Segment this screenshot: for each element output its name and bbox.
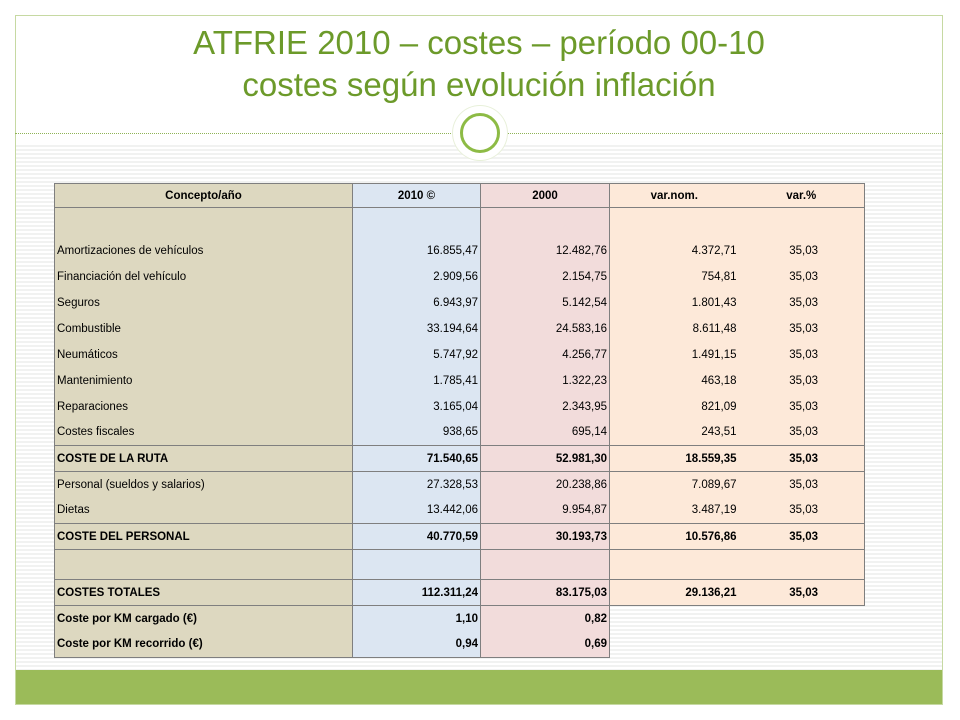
circle-ring-icon bbox=[460, 113, 500, 153]
row-2010: 112.311,24 bbox=[353, 580, 481, 606]
row-var-pct: 35,03 bbox=[789, 270, 818, 283]
empty-row bbox=[55, 550, 865, 580]
row-var-nom: 4.372,71 bbox=[610, 238, 739, 264]
row-var-nom: 10.576,86 bbox=[610, 524, 739, 550]
row-label: Seguros bbox=[55, 290, 353, 316]
row-2000: 12.482,76 bbox=[481, 238, 610, 264]
table-row bbox=[55, 472, 865, 498]
row-2010: 6.943,97 bbox=[353, 290, 481, 316]
empty-row bbox=[55, 208, 865, 238]
title-line-2: costes según evolución inflación bbox=[242, 66, 716, 103]
row-label: Coste por KM cargado (€) bbox=[55, 606, 353, 632]
row-label: COSTE DEL PERSONAL bbox=[55, 524, 353, 550]
row-var-pct: 35,03 bbox=[789, 374, 818, 387]
row-2000: 30.193,73 bbox=[481, 524, 610, 550]
row-var-pct: 35,03 bbox=[789, 296, 818, 309]
row-2000: 20.238,86 bbox=[481, 472, 610, 498]
table-row bbox=[55, 368, 865, 394]
row-var-nom: 243,51 bbox=[610, 420, 739, 446]
row-2010: 3.165,04 bbox=[353, 394, 481, 420]
row-label: Neumáticos bbox=[55, 342, 353, 368]
row-2010: 13.442,06 bbox=[353, 498, 481, 524]
row-label: COSTES TOTALES bbox=[55, 580, 353, 606]
row-2000: 5.142,54 bbox=[481, 290, 610, 316]
row-var-pct: 35,03 bbox=[789, 504, 818, 517]
table-row bbox=[55, 264, 865, 290]
table-row bbox=[55, 316, 865, 342]
row-2000: 2.154,75 bbox=[481, 264, 610, 290]
row-2010: 1,10 bbox=[353, 606, 481, 632]
row-var-pct: 35,03 bbox=[789, 426, 818, 439]
header-var-pct: var.% bbox=[739, 184, 865, 208]
costs-table bbox=[54, 183, 865, 658]
row-var-nom: 29.136,21 bbox=[610, 580, 739, 606]
table-row bbox=[55, 498, 865, 524]
subtotal-row bbox=[55, 446, 865, 472]
row-var-pct: 35,03 bbox=[789, 530, 818, 543]
table-row bbox=[55, 420, 865, 446]
row-2010: 5.747,92 bbox=[353, 342, 481, 368]
row-var-pct: 35,03 bbox=[789, 244, 818, 257]
header-2000: 2000 bbox=[481, 184, 610, 208]
row-var-nom: 1.801,43 bbox=[610, 290, 739, 316]
row-var-nom: 18.559,35 bbox=[610, 446, 739, 472]
row-2000: 52.981,30 bbox=[481, 446, 610, 472]
row-var-pct: 35,03 bbox=[789, 478, 818, 491]
row-2010: 27.328,53 bbox=[353, 472, 481, 498]
row-2010: 938,65 bbox=[353, 420, 481, 446]
row-label: Financiación del vehículo bbox=[55, 264, 353, 290]
row-2010: 33.194,64 bbox=[353, 316, 481, 342]
row-2000: 0,82 bbox=[481, 606, 610, 632]
row-2000: 2.343,95 bbox=[481, 394, 610, 420]
row-2000: 9.954,87 bbox=[481, 498, 610, 524]
row-var-pct: 35,03 bbox=[789, 586, 818, 599]
slide-title bbox=[15, 22, 943, 106]
row-label: Costes fiscales bbox=[55, 420, 353, 446]
row-var-nom: 3.487,19 bbox=[610, 498, 739, 524]
row-label: Dietas bbox=[55, 498, 353, 524]
row-label: Coste por KM recorrido (€) bbox=[55, 632, 353, 658]
header-2010: 2010 © bbox=[353, 184, 481, 208]
table-row bbox=[55, 238, 865, 264]
row-2010: 40.770,59 bbox=[353, 524, 481, 550]
circle-ornament bbox=[453, 106, 507, 160]
km-row bbox=[55, 632, 865, 658]
row-2000: 695,14 bbox=[481, 420, 610, 446]
row-var-pct: 35,03 bbox=[789, 400, 818, 413]
row-var-pct: 35,03 bbox=[789, 348, 818, 361]
table-header-row bbox=[55, 184, 865, 208]
row-label: Amortizaciones de vehículos bbox=[55, 238, 353, 264]
row-label: Personal (sueldos y salarios) bbox=[55, 472, 353, 498]
row-2000: 83.175,03 bbox=[481, 580, 610, 606]
row-2000: 1.322,23 bbox=[481, 368, 610, 394]
footer-bar bbox=[16, 670, 942, 704]
subtotal-row bbox=[55, 524, 865, 550]
row-label: Reparaciones bbox=[55, 394, 353, 420]
km-row bbox=[55, 606, 865, 632]
row-var-nom: 7.089,67 bbox=[610, 472, 739, 498]
row-var-nom: 1.491,15 bbox=[610, 342, 739, 368]
row-2000: 24.583,16 bbox=[481, 316, 610, 342]
row-2010: 1.785,41 bbox=[353, 368, 481, 394]
header-concepto: Concepto/año bbox=[55, 184, 353, 208]
total-row bbox=[55, 580, 865, 606]
row-var-pct: 35,03 bbox=[789, 452, 818, 465]
row-label: Mantenimiento bbox=[55, 368, 353, 394]
row-label: Combustible bbox=[55, 316, 353, 342]
row-var-nom: 821,09 bbox=[610, 394, 739, 420]
row-var-nom: 8.611,48 bbox=[610, 316, 739, 342]
header-var-nom: var.nom. bbox=[610, 184, 739, 208]
row-var-nom: 463,18 bbox=[610, 368, 739, 394]
title-line-1: ATFRIE 2010 – costes – período 00-10 bbox=[193, 24, 765, 61]
table-row bbox=[55, 394, 865, 420]
row-2000: 0,69 bbox=[481, 632, 610, 658]
row-var-pct: 35,03 bbox=[789, 322, 818, 335]
row-2010: 0,94 bbox=[353, 632, 481, 658]
table-row bbox=[55, 342, 865, 368]
row-2010: 16.855,47 bbox=[353, 238, 481, 264]
row-2010: 2.909,56 bbox=[353, 264, 481, 290]
row-2010: 71.540,65 bbox=[353, 446, 481, 472]
row-2000: 4.256,77 bbox=[481, 342, 610, 368]
row-var-nom: 754,81 bbox=[610, 264, 739, 290]
row-label: COSTE DE LA RUTA bbox=[55, 446, 353, 472]
table-row bbox=[55, 290, 865, 316]
